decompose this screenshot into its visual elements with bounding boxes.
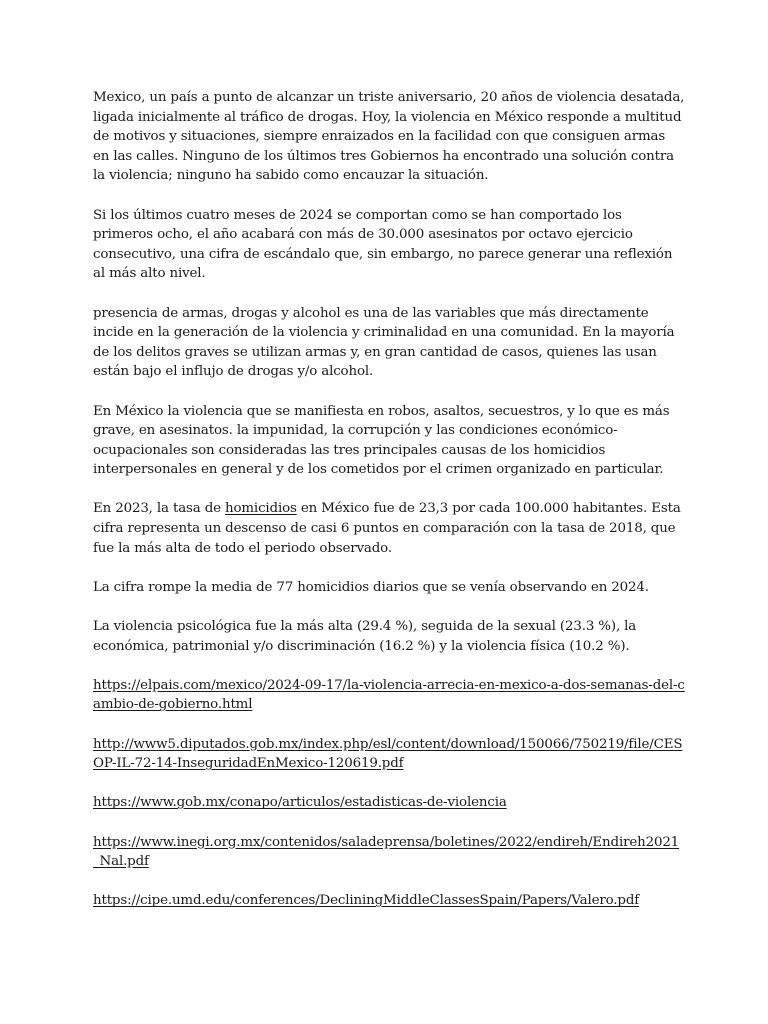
paragraph-homicide-rate xyxy=(93,499,685,558)
link-item xyxy=(93,735,685,774)
link-elpais[interactable]: https://elpais.com/mexico/2024-09-17/la-violencia-arrecia-en-mexico-a-dos-semanas-del-cambio-de-gobierno.html xyxy=(93,677,685,713)
link-conapo[interactable]: https://www.gob.mx/conapo/articulos/estadisticas-de-violencia xyxy=(93,795,507,811)
link-item xyxy=(93,676,685,715)
paragraph-2024-forecast: Si los últimos cuatro meses de 2024 se comportan como se han comportado los primeros ocho, el año acabará con más de 30.000 asesinatos por octavo ejercicio consecutivo, una cifra de escándalo que, sin embargo, no parece generar una reflexión al más alto nivel. xyxy=(93,207,673,282)
paragraph-intro: Mexico, un país a punto de alcanzar un triste aniversario, 20 años de violencia desatada, ligada inicialmente al tráfico de drogas. Hoy, la violencia en México responde a multitud de motivos y situaciones, siempre enraizados en la facilidad con que consiguen armas en las calles. Ninguno de los últimos tres Gobiernos ha encontrado una solución contra la violencia; ninguno ha sabido como encauzar la situación. xyxy=(93,90,685,184)
paragraph-weapons-drugs: presencia de armas, drogas y alcohol es una de las variables que más directamente incide en la generación de la violencia y criminalidad en una comunidad. En la mayoría de los delitos graves se utilizan armas y, en gran cantidad de casos, quienes las usan están bajo el influjo de drogas y/o alcohol. xyxy=(93,305,675,380)
homicide-text-before: En 2023, la tasa de xyxy=(93,501,225,517)
paragraph-violence-types: La violencia psicológica fue la más alta (29.4 %), seguida de la sexual (23.3 %), la económica, patrimonial y/o discriminación (16.2 %) y la violencia física (10.2 %). xyxy=(93,619,637,654)
paragraph-causes: En México la violencia que se manifiesta en robos, asaltos, secuestros, y lo que es más grave, en asesinatos. la impunidad, la corrupción y las condiciones económico-ocupacionales son consideradas las tres principales causas de los homicidios interpersonales en general y de los cometidos por el crimen organizado en particular. xyxy=(93,403,670,478)
link-item xyxy=(93,891,685,911)
link-diputados[interactable]: http://www5.diputados.gob.mx/index.php/esl/content/download/150066/750219/file/CESOP-IL-72-14-InseguridadEnMexico-120619.pdf xyxy=(93,736,683,772)
link-cipe[interactable]: https://cipe.umd.edu/conferences/DecliningMiddleClassesSpain/Papers/Valero.pdf xyxy=(93,893,640,909)
link-item xyxy=(93,793,685,813)
link-item xyxy=(93,833,685,872)
document-page xyxy=(93,88,685,931)
homicidios-link[interactable]: homicidios xyxy=(225,501,297,517)
paragraph-daily-average: La cifra rompe la media de 77 homicidios diarios que se venía observando en 2024. xyxy=(93,579,649,595)
link-inegi[interactable]: https://www.inegi.org.mx/contenidos/saladeprensa/boletines/2022/endireh/Endireh2021_Nal.pdf xyxy=(93,834,680,870)
homicide-text-after: en México fue de 23,3 por cada 100.000 habitantes. Esta cifra representa un descenso de casi 6 puntos en comparación con la tasa de 2018, que fue la más alta de todo el periodo observado. xyxy=(93,501,681,556)
